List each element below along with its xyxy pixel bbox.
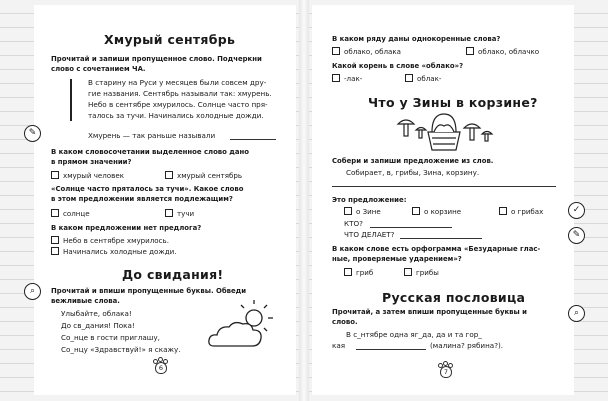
proverb-line-1: В с_нтябре одна яг_да, да и та гор_ — [346, 330, 482, 339]
sun-and-cloud-illustration — [206, 298, 278, 354]
checkmark-icon: ✓ — [568, 202, 585, 219]
checkbox[interactable] — [165, 209, 173, 217]
question-root: Какой корень в слове «облако»? — [332, 62, 464, 70]
checkbox[interactable] — [51, 171, 59, 179]
poem-instruction-line-1: Прочитай и впиши пропущенные буквы. Обведи — [51, 287, 247, 295]
option-sentence-2[interactable]: Начинались холодные дожди. — [51, 247, 177, 257]
question-no-preposition: В каком предложении нет предлога? — [51, 224, 202, 232]
checkbox[interactable] — [51, 247, 59, 255]
sentence-answer-line[interactable] — [332, 186, 556, 187]
story-line-2: гие названия. Сентябрь называли так: хмурень. — [88, 89, 272, 98]
checkbox[interactable] — [344, 268, 352, 276]
option-sentence-1[interactable]: Небо в сентябре хмурилось. — [51, 236, 169, 246]
proverb-line-2-end: (малина? рябина?). — [430, 341, 504, 350]
question-orthogram-line-1: В каком слове есть орфограмма «Безударные глас- — [332, 245, 541, 253]
fill-in-answer-line[interactable] — [230, 139, 276, 140]
option-oblako-oblachko[interactable]: облако, облачко — [466, 47, 539, 57]
proverb-instruction-line-1: Прочитай, а затем впиши пропущенные буквы и — [332, 308, 527, 316]
page-number-badge-left: 6 — [152, 357, 168, 373]
question-subject-line-1: «Солнце часто пряталось за тучи». Какое слово — [51, 185, 244, 193]
option-solntse[interactable]: солнце — [51, 209, 90, 219]
checkbox[interactable] — [332, 47, 340, 55]
checkbox[interactable] — [51, 236, 59, 244]
option-tuchi[interactable]: тучи — [165, 209, 194, 219]
checkbox[interactable] — [405, 74, 413, 82]
magnifier-icon-right: ⌕ — [568, 305, 585, 322]
option-o-korzine[interactable]: о корзине — [412, 207, 461, 217]
magnifier-icon: ⌕ — [24, 283, 41, 300]
poem-line-1: Улыбайте, облака! — [61, 309, 132, 318]
question-same-root: В каком ряду даны однокоренные слова? — [332, 35, 501, 43]
poem-instruction-line-2: вежливые слова. — [51, 297, 120, 305]
basket-with-mushrooms-illustration — [394, 110, 498, 154]
checkbox[interactable] — [499, 207, 507, 215]
option-oblako-oblaka[interactable]: облако, облака — [332, 47, 401, 57]
proverb-line-2-start: кая — [332, 341, 346, 350]
pencil-icon: ✎ — [24, 125, 41, 142]
question-direct-meaning-line-1: В каком словосочетании выделенное слово дано — [51, 148, 250, 156]
page-number-badge-right: 7 — [437, 361, 453, 377]
pencil-icon-right: ✎ — [568, 227, 585, 244]
chto-delaet-answer-line[interactable] — [400, 238, 482, 239]
option-griby[interactable]: грибы — [404, 268, 439, 278]
question-sentence-about: Это предложение: — [332, 196, 407, 204]
section-title-khmury-sentyabr: Хмурый сентябрь — [104, 32, 236, 47]
instruction-line-1: Прочитай и запиши пропущенное слово. Подчеркни — [51, 55, 262, 63]
checkbox[interactable] — [404, 268, 412, 276]
instruction-compose-sentence: Собери и запиши предложение из слов. — [332, 157, 494, 165]
book-gutter — [299, 0, 309, 401]
label-kto: КТО? — [344, 219, 363, 228]
text-margin-bar — [70, 79, 72, 121]
label-chto-delaet: ЧТО ДЕЛАЕТ? — [344, 230, 395, 239]
instruction-line-2: слово с сочетанием ЧА. — [51, 65, 146, 73]
option-grib[interactable]: гриб — [344, 268, 373, 278]
checkbox[interactable] — [466, 47, 474, 55]
option-oblak[interactable]: облак- — [405, 74, 441, 84]
option-khmury-chelovek[interactable]: хмурый человек — [51, 171, 124, 181]
proverb-instruction-line-2: слово. — [332, 318, 358, 326]
question-orthogram-line-2: ные, проверяемые ударением»? — [332, 255, 462, 263]
poem-line-3: Со_нце в гости приглашу, — [61, 333, 160, 342]
option-o-zine[interactable]: о Зине — [344, 207, 381, 217]
checkbox[interactable] — [344, 207, 352, 215]
question-subject-line-2: в этом предложении является подлежащим? — [51, 195, 233, 203]
poem-line-2: До св_дания! Пока! — [61, 321, 135, 330]
kto-answer-line[interactable] — [370, 227, 452, 228]
proverb-answer-line[interactable] — [356, 349, 426, 350]
option-khmury-sentyabr[interactable]: хмурый сентябрь — [165, 171, 242, 181]
story-line-3: Небо в сентябре хмурилось. Солнце часто пря- — [88, 100, 268, 109]
section-title-proverb: Русская пословица — [382, 290, 526, 305]
section-title-zina-basket: Что у Зины в корзине? — [368, 95, 538, 110]
checkbox[interactable] — [165, 171, 173, 179]
option-lak[interactable]: -лак- — [332, 74, 362, 84]
option-o-gribakh[interactable]: о грибах — [499, 207, 543, 217]
section-title-do-svidaniya: До свидания! — [122, 267, 224, 282]
scrambled-words: Собирает, в, грибы, Зина, корзину. — [346, 168, 480, 177]
poem-line-4: Со_нцу «Здравствуй!» я скажу. — [61, 345, 181, 354]
story-line-1: В старину на Руси у месяцев были совсем дру- — [88, 78, 267, 87]
story-line-4: талось за тучи. Начинались холодные дожди. — [88, 111, 264, 120]
checkbox[interactable] — [51, 209, 59, 217]
checkbox[interactable] — [332, 74, 340, 82]
checkbox[interactable] — [412, 207, 420, 215]
fill-in-prompt: Хмурень — так раньше называли — [88, 131, 216, 140]
question-direct-meaning-line-2: в прямом значении? — [51, 158, 132, 166]
